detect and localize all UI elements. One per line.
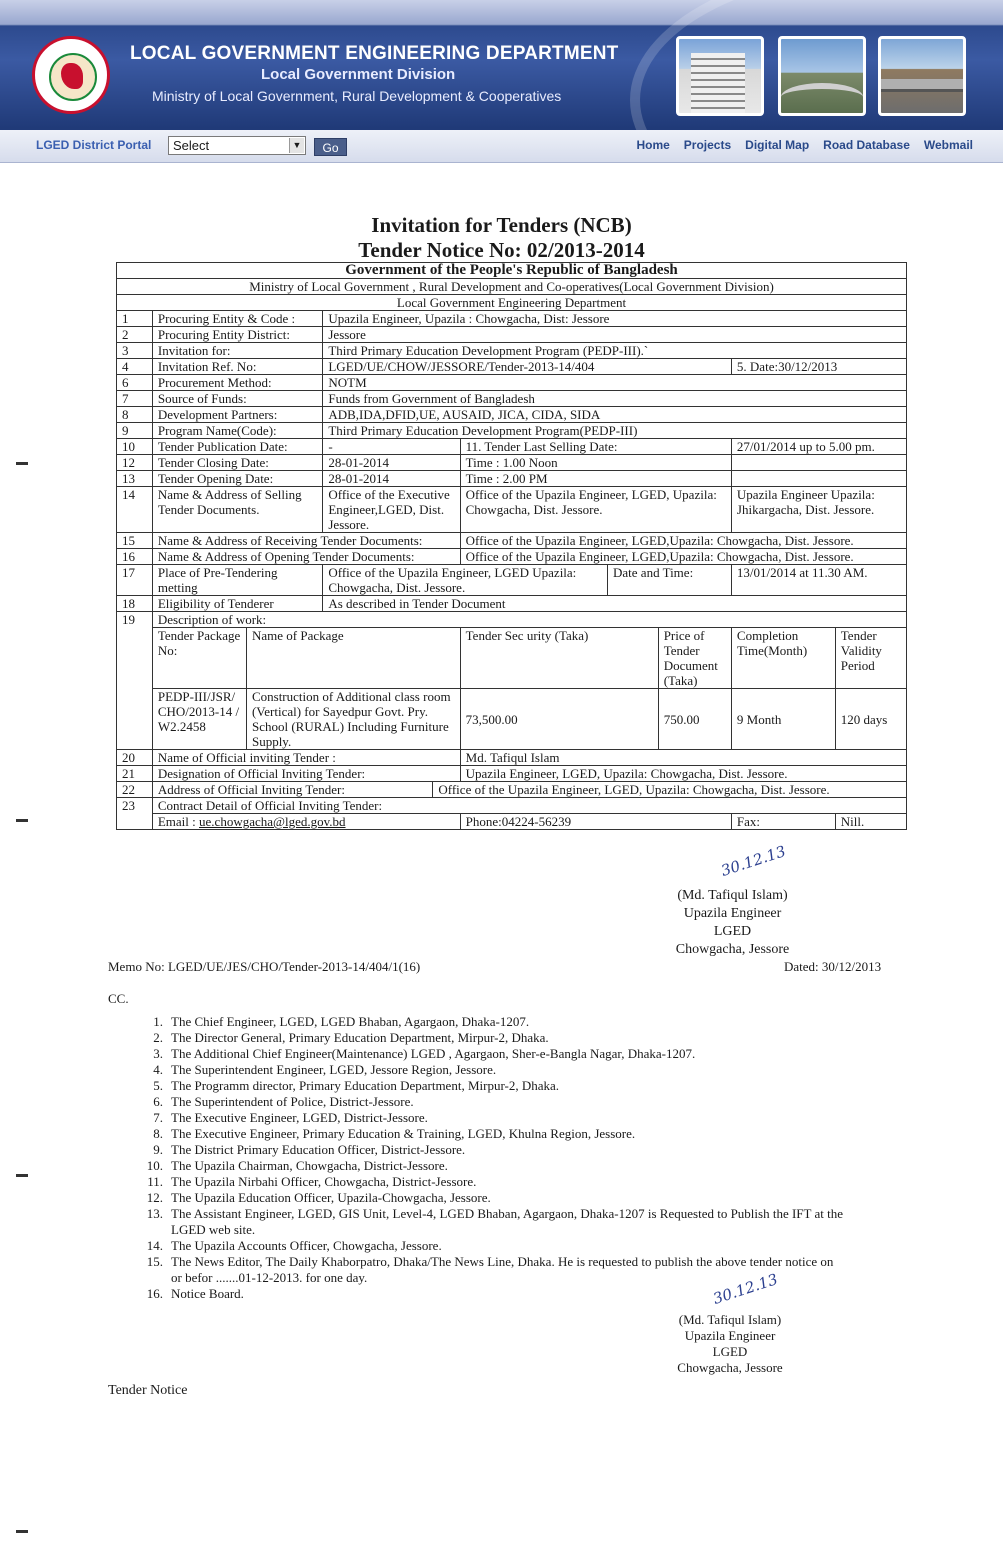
row-time: Time : 2.00 PM xyxy=(460,471,731,487)
signatory-title: Upazila Engineer xyxy=(684,1328,776,1343)
margin-mark xyxy=(16,819,28,822)
memo-number: Memo No: LGED/UE/JES/CHO/Tender-2013-14/404/1(16) xyxy=(108,959,421,974)
phone-value: Phone:04224-56239 xyxy=(460,814,731,830)
row-time: Time : 1.00 Noon xyxy=(460,455,731,471)
work-cell: 750.00 xyxy=(658,689,731,750)
bridge-photo xyxy=(778,36,866,116)
row-value: LGED/UE/CHOW/JESSORE/Tender-2013-14/404 xyxy=(323,359,732,375)
row-value: Office of the Upazila Engineer, LGED Upazila: Chowgacha, Dist. Jessore. xyxy=(323,565,608,596)
row-label: Name & Address of Selling Tender Documents. xyxy=(152,487,323,533)
row-value: Upazila Engineer, Upazila : Chowgacha, Dist: Jessore xyxy=(323,311,907,327)
list-item: 14. The Upazila Accounts Officer, Chowgacha, Jessore. xyxy=(146,1238,442,1253)
work-row xyxy=(117,689,907,750)
row-number: 15 xyxy=(117,533,153,549)
row-value: Third Primary Education Development Program(PEDP-III) xyxy=(323,423,907,439)
list-item: 16. Notice Board. xyxy=(146,1286,244,1301)
row-value: 13/01/2014 at 11.30 AM. xyxy=(731,565,906,596)
row-label: Tender Closing Date: xyxy=(152,455,323,471)
margin-mark xyxy=(16,462,28,465)
nav-digital-map-link[interactable]: Digital Map xyxy=(745,138,810,152)
list-item: or befor .......01-12-2013. for one day. xyxy=(171,1270,368,1285)
tender-notice-document xyxy=(0,162,1003,1544)
work-header-cell: Tender Validity Period xyxy=(835,628,906,689)
table-row xyxy=(117,391,907,407)
list-item: 7. The Executive Engineer, LGED, District-Jessore. xyxy=(153,1110,428,1125)
work-cell: 120 days xyxy=(835,689,906,750)
list-item: 6. The Superintendent of Police, District-Jessore. xyxy=(153,1094,414,1109)
signatory-name: (Md. Tafiqul Islam) xyxy=(677,888,788,903)
list-item: 1. The Chief Engineer, LGED, LGED Bhaban, Agargaon, Dhaka-1207. xyxy=(153,1014,530,1029)
row-value: As described in Tender Document xyxy=(323,596,907,612)
signatory-name: (Md. Tafiqul Islam) xyxy=(678,1312,782,1327)
table-row xyxy=(117,750,907,766)
table-row xyxy=(117,375,907,391)
row-number: 4 xyxy=(117,359,153,375)
signatory-place: Chowgacha, Jessore xyxy=(675,942,790,957)
row-value: 27/01/2014 up to 5.00 pm. xyxy=(731,439,906,455)
row-value: Office of the Upazila Engineer, LGED,Upazila: Chowgacha, Dist. Jessore. xyxy=(460,533,906,549)
nav-road-database-link[interactable]: Road Database xyxy=(823,138,910,152)
row-label: Development Partners: xyxy=(152,407,323,423)
row-value: ADB,IDA,DFID,UE, AUSAID, JICA, CIDA, SIDA xyxy=(323,407,907,423)
table-row xyxy=(117,471,907,487)
list-item: 15. The News Editor, The Daily Khaborpatro, Dhaka/The News Line, Dhaka. He is requested to publish the above tender notice on xyxy=(146,1254,834,1269)
work-cell: 9 Month xyxy=(731,689,835,750)
row-label: Procurement Method: xyxy=(152,375,323,391)
email-link[interactable]: ue.chowgacha@lged.gov.bd xyxy=(199,814,346,829)
org-title: LOCAL GOVERNMENT ENGINEERING DEPARTMENT xyxy=(130,43,619,64)
row-label: Source of Funds: xyxy=(152,391,323,407)
row-value: Md. Tafiqul Islam xyxy=(460,750,906,766)
list-item: 12. The Upazila Education Officer, Upazila-Chowgacha, Jessore. xyxy=(146,1190,491,1205)
email-label: Email : xyxy=(157,814,200,829)
list-item: 10. The Upazila Chairman, Chowgacha, District-Jessore. xyxy=(146,1158,448,1173)
row-number: 18 xyxy=(117,596,153,612)
dropdown-arrow-icon[interactable]: ▼ xyxy=(289,138,304,153)
table-row xyxy=(117,487,907,533)
government-seal-logo[interactable] xyxy=(32,36,110,114)
table-row xyxy=(117,596,907,612)
selling-office-a: Office of the Executive Engineer,LGED, Dist. Jessore. xyxy=(323,487,460,533)
table-row xyxy=(117,327,907,343)
nav-projects-link[interactable]: Projects xyxy=(683,138,732,152)
row-value: 28-01-2014 xyxy=(323,455,460,471)
row-number: 9 xyxy=(117,423,153,439)
row-number: 2 xyxy=(117,327,153,343)
row-label: Name of Official inviting Tender : xyxy=(152,750,460,766)
row-label: Tender Publication Date: xyxy=(152,439,323,455)
flyover-photo xyxy=(878,36,966,116)
row-value: NOTM xyxy=(323,375,907,391)
signatory-place: Chowgacha, Jessore xyxy=(677,1360,783,1375)
list-item: 3. The Additional Chief Engineer(Maintenance) LGED , Agargaon, Sher-e-Bangla Nagar, Dhaka-1207. xyxy=(153,1046,696,1061)
list-item: 9. The District Primary Education Officer, District-Jessore. xyxy=(153,1142,466,1157)
row-label: Place of Pre-Tendering metting xyxy=(152,565,323,596)
row-number: 1 xyxy=(117,311,153,327)
row-label: Tender Opening Date: xyxy=(152,471,323,487)
row-label: 11. Tender Last Selling Date: xyxy=(460,439,731,455)
row-label: Program Name(Code): xyxy=(152,423,323,439)
row-number: 20 xyxy=(117,750,153,766)
row-value: - xyxy=(323,439,460,455)
selling-office-b: Office of the Upazila Engineer, LGED, Upazila: Chowgacha, Dist. Jessore. xyxy=(460,487,731,533)
gov-heading: Government of the People's Republic of Bangladesh xyxy=(117,263,907,279)
list-item: 5. The Programm director, Primary Education Department, Mirpur-2, Dhaka. xyxy=(153,1078,560,1093)
contact-row xyxy=(117,814,907,830)
list-item: 4. The Superintendent Engineer, LGED, Jessore Region, Jessore. xyxy=(153,1062,497,1077)
row-label: Address of Official Inviting Tender: xyxy=(152,782,433,798)
nav-home-link[interactable]: Home xyxy=(636,138,670,152)
ministry-heading: Ministry of Local Government , Rural Development and Co-operatives(Local Government Division) xyxy=(117,279,907,295)
work-cell: PEDP-III/JSR/ CHO/2013-14 / W2.2458 xyxy=(152,689,246,750)
row-label: Procuring Entity & Code : xyxy=(152,311,323,327)
work-header-cell: Price of Tender Document (Taka) xyxy=(658,628,731,689)
site-header xyxy=(0,0,1003,130)
table-row xyxy=(117,798,907,814)
row-label: Procuring Entity District: xyxy=(152,327,323,343)
signatory-title: Upazila Engineer xyxy=(683,906,782,921)
fax-value: Nill. xyxy=(835,814,906,830)
margin-mark xyxy=(16,1174,28,1177)
row-value: Third Primary Education Development Program (PEDP-III).` xyxy=(323,343,907,359)
work-cell: 73,500.00 xyxy=(460,689,658,750)
table-row xyxy=(117,549,907,565)
row-label: Name & Address of Opening Tender Documents: xyxy=(152,549,460,565)
row-label: Invitation Ref. No: xyxy=(152,359,323,375)
doc-heading: Invitation for Tenders (NCB) xyxy=(371,213,632,237)
cc-list xyxy=(136,1014,843,1302)
nav-webmail-link[interactable]: Webmail xyxy=(923,138,973,152)
row-value: Office of the Upazila Engineer, LGED,Upazila: Chowgacha, Dist. Jessore. xyxy=(460,549,906,565)
table-row xyxy=(117,423,907,439)
district-portal-label: LGED District Portal xyxy=(36,138,152,152)
district-select-value: Select xyxy=(173,138,210,153)
row-number: 22 xyxy=(117,782,153,798)
table-row xyxy=(117,407,907,423)
nav-bar xyxy=(0,130,1003,163)
table-row xyxy=(117,782,907,798)
signature-block-2 xyxy=(660,1312,800,1376)
table-row xyxy=(117,311,907,327)
memo-date: Dated: 30/12/2013 xyxy=(784,959,882,974)
signatory-org: LGED xyxy=(713,924,752,939)
table-row xyxy=(117,612,907,628)
work-header-cell: Tender Sec urity (Taka) xyxy=(460,628,658,689)
work-header-cell: Completion Time(Month) xyxy=(731,628,835,689)
list-item: 11. The Upazila Nirbahi Officer, Chowgacha, District-Jessore. xyxy=(147,1174,477,1189)
invitation-date: 5. Date:30/12/2013 xyxy=(731,359,906,375)
margin-mark xyxy=(16,1530,28,1533)
row-number: 10 xyxy=(117,439,153,455)
row-label: Invitation for: xyxy=(152,343,323,359)
table-row xyxy=(117,533,907,549)
row-label: Date and Time: xyxy=(608,565,732,596)
fax-label: Fax: xyxy=(731,814,835,830)
table-row xyxy=(117,455,907,471)
row-value: Upazila Engineer, LGED, Upazila: Chowgacha, Dist. Jessore. xyxy=(460,766,906,782)
row-value: Jessore xyxy=(323,327,907,343)
table-row xyxy=(117,565,907,596)
work-header-row xyxy=(117,628,907,689)
org-subtitle: Local Government Division xyxy=(261,66,456,83)
row-label: Eligibility of Tenderer xyxy=(152,596,323,612)
signature-block-1 xyxy=(660,887,805,959)
bangladesh-map-icon xyxy=(61,63,83,89)
row-number: 21 xyxy=(117,766,153,782)
work-header-cell: Name of Package xyxy=(246,628,460,689)
row-number: 7 xyxy=(117,391,153,407)
row-number: 13 xyxy=(117,471,153,487)
selling-office-c: Upazila Engineer Upazila: Jhikargacha, Dist. Jessore. xyxy=(731,487,906,533)
signature-2: 30.12.13 xyxy=(710,1270,780,1308)
footer-label: Tender Notice xyxy=(108,1383,188,1398)
list-item: LGED web site. xyxy=(171,1222,256,1237)
row-number: 3 xyxy=(117,343,153,359)
table-row xyxy=(117,359,907,375)
district-select[interactable] xyxy=(168,136,306,155)
dept-heading: Local Government Engineering Department xyxy=(117,295,907,311)
signature-1: 30.12.13 xyxy=(718,842,788,880)
org-ministry: Ministry of Local Government, Rural Development & Cooperatives xyxy=(152,88,562,104)
list-item: 2. The Director General, Primary Education Department, Mirpur-2, Dhaka. xyxy=(153,1030,549,1045)
building-photo xyxy=(676,36,764,116)
row-label: Description of work: xyxy=(152,612,906,628)
signatory-org: LGED xyxy=(712,1344,748,1359)
go-button[interactable]: Go xyxy=(314,138,347,156)
nav-links xyxy=(622,138,973,152)
row-label: Designation of Official Inviting Tender: xyxy=(152,766,460,782)
row-number: 16 xyxy=(117,549,153,565)
row-number: 6 xyxy=(117,375,153,391)
work-header-cell: Tender Package No: xyxy=(152,628,246,689)
row-value: Funds from Government of Bangladesh xyxy=(323,391,907,407)
work-cell: Construction of Additional class room (Vertical) for Sayedpur Govt. Pry. School (RURAL) Including Furniture Supply. xyxy=(246,689,460,750)
row-number: 23 xyxy=(117,798,153,830)
table-row xyxy=(117,343,907,359)
row-value: Office of the Upazila Engineer, LGED, Upazila: Chowgacha, Dist. Jessore. xyxy=(433,782,907,798)
row-label: Contract Detail of Official Inviting Tender: xyxy=(152,798,906,814)
table-row xyxy=(117,439,907,455)
list-item: 13. The Assistant Engineer, LGED, GIS Unit, Level-4, LGED Bhaban, Agargaon, Dhaka-1207 is Requested to Publish the IFT at the xyxy=(146,1206,843,1221)
row-number: 14 xyxy=(117,487,153,533)
list-item: 8. The Executive Engineer, Primary Education & Training, LGED, Khulna Region, Jessore. xyxy=(153,1126,636,1141)
row-value: 28-01-2014 xyxy=(323,471,460,487)
row-number: 17 xyxy=(117,565,153,596)
cc-label: CC. xyxy=(108,991,129,1006)
row-number: 8 xyxy=(117,407,153,423)
table-row xyxy=(117,766,907,782)
tender-table xyxy=(116,262,907,830)
seal-inner-icon xyxy=(49,53,97,101)
row-label: Name & Address of Receiving Tender Documents: xyxy=(152,533,460,549)
row-number: 12 xyxy=(117,455,153,471)
row-number: 19 xyxy=(117,612,153,750)
doc-notice-number: Tender Notice No: 02/2013-2014 xyxy=(358,238,645,262)
